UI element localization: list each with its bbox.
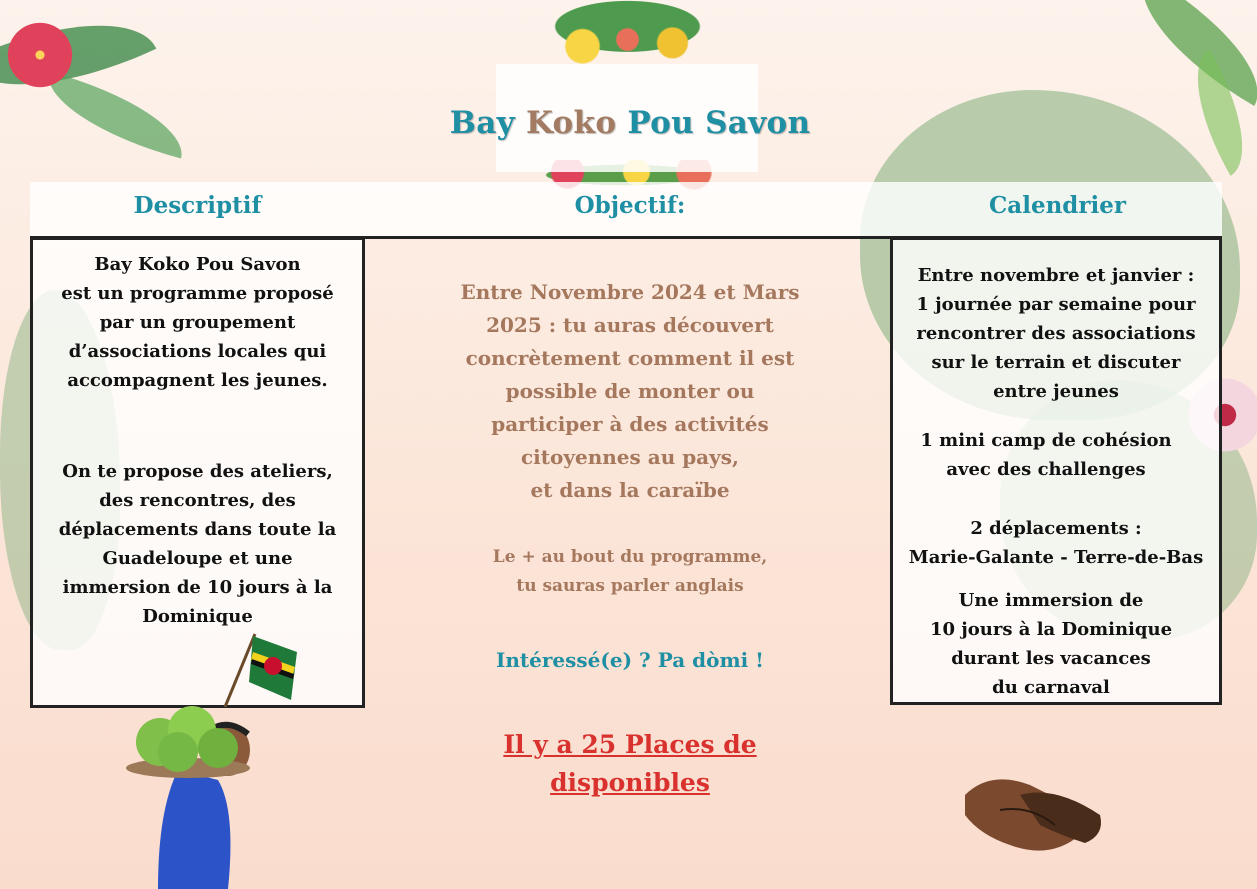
descriptif-intro: Bay Koko Pou Savon est un programme proposé par un groupement d’associations locales qui accompagnent les jeunes.	[61, 254, 334, 391]
calendrier-camp: 1 mini camp de cohésion avec des challenges	[920, 430, 1172, 480]
calendrier-immersion: Une immersion de 10 jours à la Dominique durant les vacances du carnaval	[929, 590, 1173, 698]
places-available: Il y a 25 Places de disponibles	[503, 730, 757, 797]
descriptif-heading: Descriptif	[133, 192, 262, 219]
cta-text: Intéressé(e) ? Pa dòmi !	[496, 648, 764, 672]
coconut-carrier-icon	[118, 690, 258, 889]
calendrier-trips: 2 déplacements : Marie-Galante - Terre-de-Bas	[908, 518, 1204, 568]
descriptif-activities: On te propose des ateliers, des rencontres, des déplacements dans toute la Guadeloupe et une immersion de 10 jours à la Dominique	[58, 461, 337, 627]
calendrier-weekly: Entre novembre et janvier : 1 journée par semaine pour rencontrer des associations sur le terrain et discuter entre jeunes	[916, 265, 1196, 402]
objectif-bonus: Le + au bout du programme, tu sauras parler anglais	[492, 547, 768, 596]
handshake-icon	[960, 765, 1110, 865]
hibiscus-flower-icon	[0, 20, 80, 90]
page-title: Bay Koko Pou Savon	[449, 105, 811, 141]
objectif-text: Entre Novembre 2024 et Mars 2025 : tu auras découvert concrètement comment il est possible de monter ou participer à des activités citoyennes au pays, et dans la caraïbe	[460, 280, 800, 502]
pineapple-flowers-icon	[515, 0, 740, 66]
objectif-heading: Objectif:	[574, 192, 686, 219]
calendrier-heading: Calendrier	[989, 192, 1126, 219]
